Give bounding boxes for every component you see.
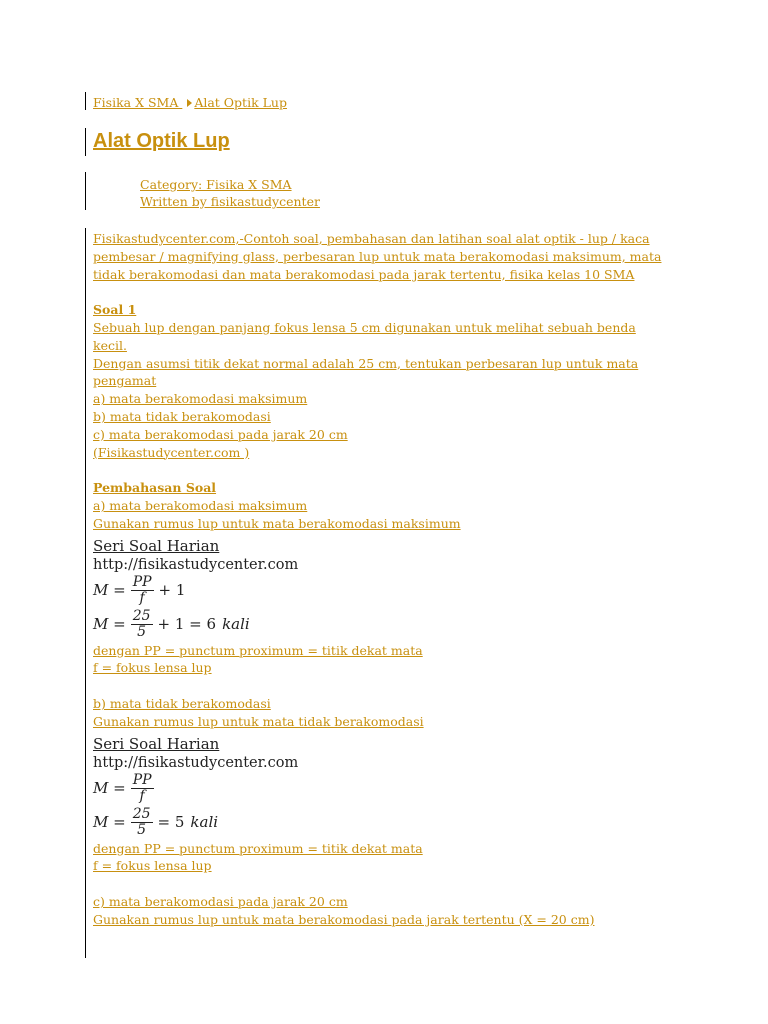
category-link[interactable]: Category: Fisika X SMA <box>140 177 292 192</box>
intro-line[interactable]: tidak berakomodasi dan mata berakomodasi pada jarak tertentu, fisika kelas 10 SMA <box>93 266 635 282</box>
math-header: Seri Soal Harian <box>93 536 220 555</box>
math-url: http://fisikastudycenter.com <box>93 556 299 573</box>
soal-source[interactable]: (Fisikastudycenter.com ) <box>93 444 250 460</box>
soal-line[interactable]: pengamat <box>93 373 157 389</box>
note-pp[interactable]: dengan PP = punctum proximum = titik dekat mata <box>93 840 423 856</box>
soal-heading[interactable]: Soal 1 <box>93 302 137 318</box>
breadcrumb-rule <box>85 92 86 110</box>
soal-line[interactable]: Dengan asumsi titik dekat normal adalah 25 cm, tentukan perbesaran lup untuk mata <box>93 355 639 371</box>
breadcrumb-link-current[interactable]: Alat Optik Lup <box>194 95 287 110</box>
part-b-title[interactable]: b) mata tidak berakomodasi <box>93 695 271 711</box>
equation: M = $\frac{25}{5}$ = 5 kali <box>93 806 219 839</box>
math-header: Seri Soal Harian <box>93 734 220 753</box>
intro-line[interactable]: pembesar / magnifying glass, perbesaran lup untuk mata berakomodasi maksimum, mata <box>93 248 662 264</box>
article-body <box>93 230 673 929</box>
math-url: http://fisikastudycenter.com <box>93 754 299 771</box>
note-f[interactable]: f = fokus lensa lup <box>93 660 212 676</box>
author-link[interactable]: Written by fisikastudycenter <box>140 194 320 209</box>
formula-image-b <box>93 735 673 840</box>
breadcrumb-arrow-icon <box>187 99 192 107</box>
content-rule <box>85 228 86 958</box>
part-b-desc[interactable]: Gunakan rumus lup untuk mata tidak berakomodasi <box>93 713 424 729</box>
note-f[interactable]: f = fokus lensa lup <box>93 858 212 874</box>
title-rule <box>85 128 86 156</box>
soal-option-c[interactable]: c) mata berakomodasi pada jarak 20 cm <box>93 426 348 442</box>
equation: M = $\frac{25}{5}$ + 1 = 6 kali <box>93 608 250 641</box>
note-pp[interactable]: dengan PP = punctum proximum = titik dekat mata <box>93 642 423 658</box>
part-a-desc[interactable]: Gunakan rumus lup untuk mata berakomodasi maksimum <box>93 515 461 531</box>
soal-option-a[interactable]: a) mata berakomodasi maksimum <box>93 391 308 407</box>
breadcrumb-link-parent[interactable]: Fisika X SMA <box>93 95 183 110</box>
page-title[interactable]: Alat Optik Lup <box>93 130 230 152</box>
part-c-title[interactable]: c) mata berakomodasi pada jarak 20 cm <box>93 893 348 909</box>
breadcrumb <box>93 95 287 110</box>
formula-image-a <box>93 537 673 642</box>
meta-rule <box>85 172 86 210</box>
soal-line[interactable]: Sebuah lup dengan panjang fokus lensa 5 cm digunakan untuk melihat sebuah benda kecil. <box>93 319 636 353</box>
equation: M = $\frac{PP}{f}$ <box>93 772 152 805</box>
part-c-desc[interactable]: Gunakan rumus lup untuk mata berakomodasi pada jarak tertentu (X = 20 cm) <box>93 911 595 927</box>
article-meta <box>140 176 320 210</box>
equation: M = $\frac{PP}{f}$ + 1 <box>93 574 186 607</box>
intro-line[interactable]: Fisikastudycenter.com,-Contoh soal, pembahasan dan latihan soal alat optik - lup / kaca <box>93 231 650 246</box>
pembahasan-heading[interactable]: Pembahasan Soal <box>93 480 217 496</box>
soal-option-b[interactable]: b) mata tidak berakomodasi <box>93 408 271 424</box>
part-a-title[interactable]: a) mata berakomodasi maksimum <box>93 497 308 513</box>
